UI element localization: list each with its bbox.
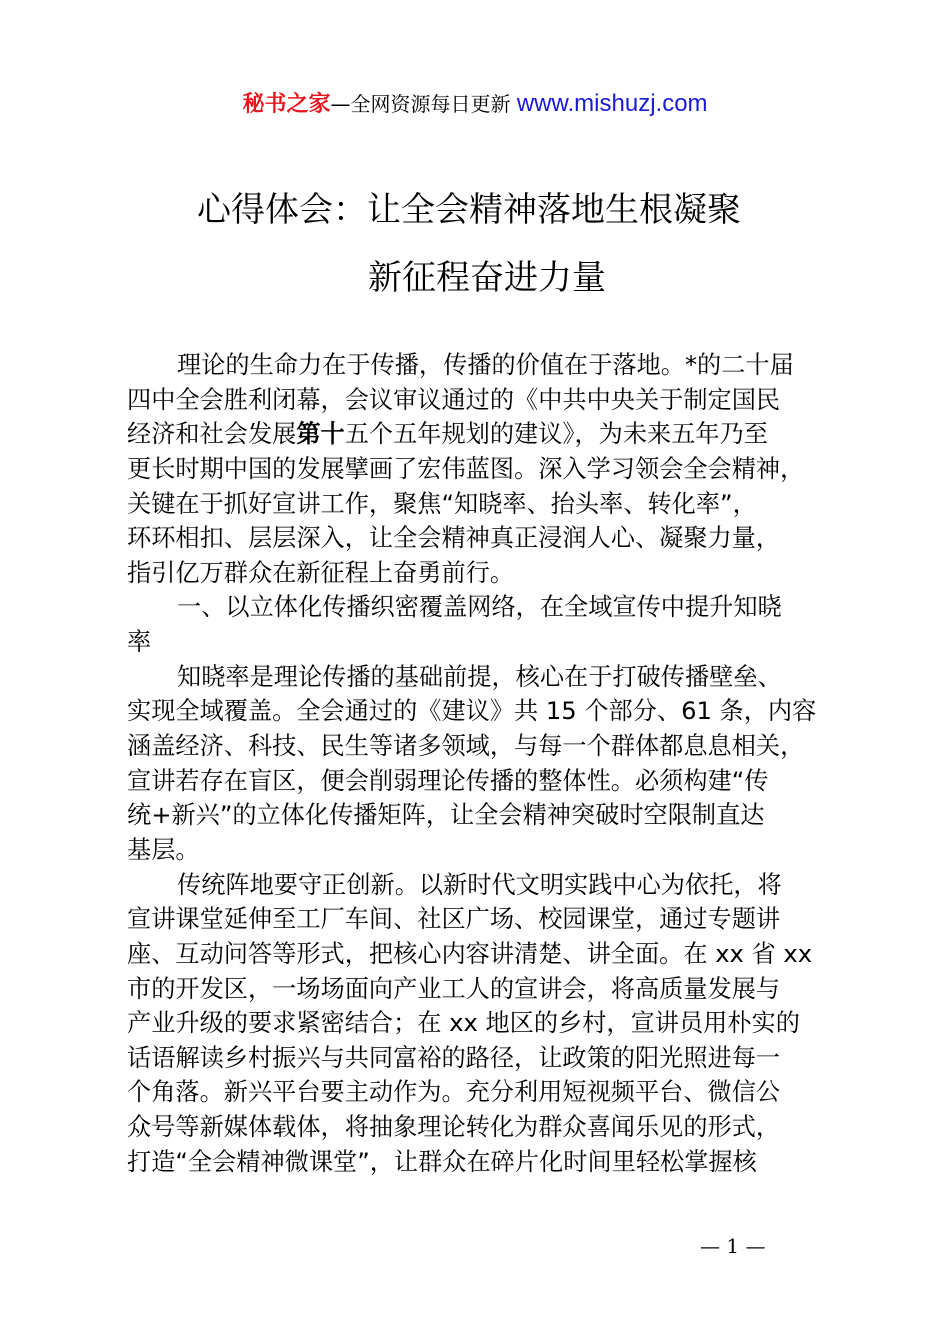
text-line: 基层。: [127, 835, 200, 864]
site-url-link[interactable]: www.mishuzj.com: [516, 90, 708, 117]
text-line: 更长时期中国的发展擘画了宏伟蓝图。深入学习领会全会精神，: [127, 454, 805, 483]
text-line: 众号等新媒体载体，将抽象理论转化为群众喜闻乐见的形式，: [127, 1113, 781, 1142]
brand-name: 秘书之家: [242, 92, 331, 117]
text-line: 涵盖经济、科技、民生等诸多领域，与每一个群体都息息相关，: [127, 732, 805, 761]
bold-text-span: 第十: [296, 420, 345, 449]
text-line: 话语解读乡村振兴与共同富裕的路径，让政策的阳光照进每一: [127, 1043, 781, 1072]
section-heading-continued: 率: [127, 628, 152, 657]
text-line: 统+新兴”的立体化传播矩阵，让全会精神突破时空限制直达: [127, 801, 765, 830]
text-line: 知晓率是理论传播的基础前提，核心在于打破传播壁垒、: [177, 662, 782, 691]
header-slogan: —全网资源每日更新: [330, 92, 517, 116]
text-line: 关键在于抓好宣讲工作，聚焦“知晓率、抬头率、转化率”，: [127, 489, 757, 518]
text-line: 市的开发区，一场场面向产业工人的宣讲会，将高质量发展与: [127, 974, 781, 1003]
text-line: 指引亿万群众在新征程上奋勇前行。: [127, 558, 515, 587]
text-line: [127, 417, 867, 452]
document-title-line-2: 新征程奋进力量: [368, 258, 606, 298]
text-line: 宣讲课堂延伸至工厂车间、社区广场、校园课堂，通过专题讲: [127, 905, 781, 934]
text-span: 五个五年规划的建议》，为未来五年乃至: [344, 420, 768, 449]
site-header: [0, 88, 950, 121]
text-line: 理论的生命力在于传播，传播的价值在于落地。*的二十届: [177, 351, 794, 379]
text-line: 实现全域覆盖。全会通过的《建议》共 15 个部分、61 条，内容: [127, 697, 817, 726]
text-line: 打造“全会精神微课堂”，让群众在碎片化时间里轻松掌握核: [127, 1147, 757, 1176]
text-span: 经济和社会发展: [127, 420, 297, 449]
text-line: 传统阵地要守正创新。以新时代文明实践中心为依托，将: [177, 870, 782, 899]
page-number: — 1 —: [700, 1234, 766, 1258]
text-line: 产业升级的要求紧密结合；在 xx 地区的乡村，宣讲员用朴实的: [127, 1009, 800, 1038]
text-line: 四中全会胜利闭幕，会议审议通过的《中共中央关于制定国民: [127, 385, 781, 414]
text-line: 座、互动问答等形式，把核心内容讲清楚、讲全面。在 xx 省 xx: [127, 939, 813, 968]
text-line: 宣讲若存在盲区，便会削弱理论传播的整体性。必须构建“传: [127, 766, 769, 795]
text-line: 环环相扣、层层深入，让全会精神真正浸润人心、凝聚力量，: [127, 524, 781, 553]
document-title-line-1: 心得体会：让全会精神落地生根凝聚: [197, 190, 741, 230]
text-line: 个角落。新兴平台要主动作为。充分利用短视频平台、微信公: [127, 1078, 781, 1107]
section-heading: 一、以立体化传播织密覆盖网络，在全域宣传中提升知晓: [177, 593, 782, 622]
document-body: [127, 348, 867, 1179]
